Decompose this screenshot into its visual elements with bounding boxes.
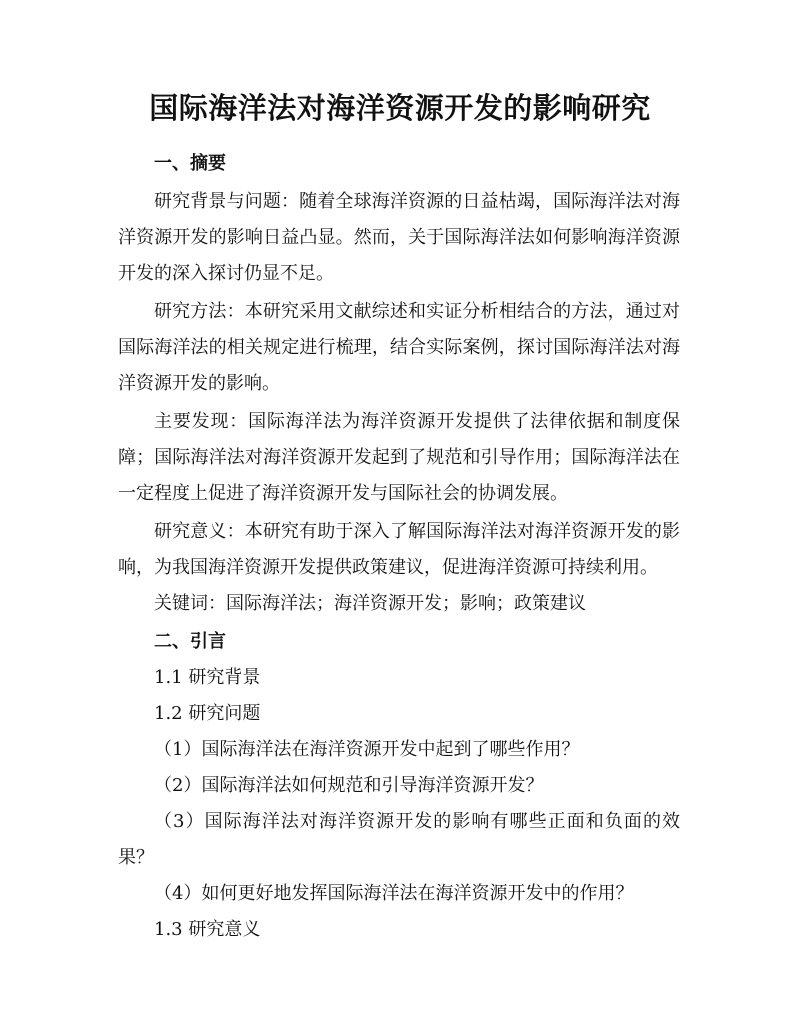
abstract-keywords: 关键词：国际海洋法；海洋资源开发；影响；政策建议 (154, 593, 586, 614)
research-question-4: （4）如何更好地发挥国际海洋法在海洋资源开发中的作用？ (154, 883, 634, 904)
subsection-research-significance: 1.3 研究意义 (154, 919, 261, 940)
section-heading-abstract: 一、摘要 (154, 153, 226, 174)
abstract-findings: 主要发现：国际海洋法为海洋资源开发提供了法律依据和制度保障；国际海洋法对海洋资源开发起到了规范和引导作用；国际海洋法在一定程度上促进了海洋资源开发与国际社会的协调发展。 (118, 411, 680, 504)
research-question-3: （3）国际海洋法对海洋资源开发的影响有哪些正面和负面的效果？ (118, 811, 680, 868)
subsection-research-questions: 1.2 研究问题 (154, 703, 261, 724)
research-question-1: （1）国际海洋法在海洋资源开发中起到了哪些作用？ (154, 739, 580, 760)
research-question-2: （2）国际海洋法如何规范和引导海洋资源开发？ (154, 775, 544, 796)
abstract-significance: 研究意义：本研究有助于深入了解国际海洋法对海洋资源开发的影响，为我国海洋资源开发提供政策建议，促进海洋资源可持续利用。 (118, 521, 680, 578)
document-body (118, 146, 680, 948)
section-heading-introduction: 二、引言 (154, 631, 226, 652)
document-title: 国际海洋法对海洋资源开发的影响研究 (149, 91, 651, 125)
abstract-background: 研究背景与问题：随着全球海洋资源的日益枯竭，国际海洋法对海洋资源开发的影响日益凸显。然而，关于国际海洋法如何影响海洋资源开发的深入探讨仍显不足。 (118, 191, 680, 284)
subsection-research-background: 1.1 研究背景 (154, 667, 261, 688)
abstract-methods: 研究方法：本研究采用文献综述和实证分析相结合的方法，通过对国际海洋法的相关规定进行梳理，结合实际案例，探讨国际海洋法对海洋资源开发的影响。 (118, 301, 680, 394)
